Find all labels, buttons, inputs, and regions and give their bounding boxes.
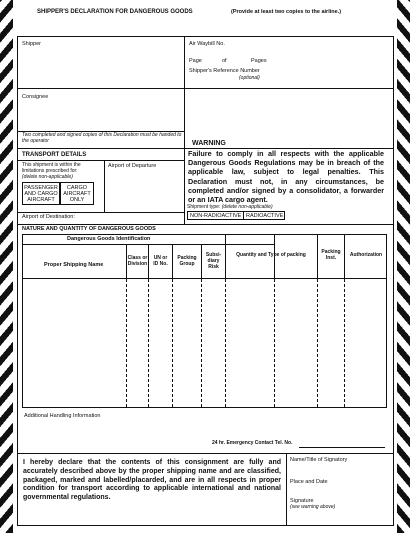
warning-divider bbox=[184, 148, 185, 224]
signature-label: Signature bbox=[290, 498, 314, 504]
goods-entries-area[interactable] bbox=[23, 280, 386, 407]
cargo-aircraft-only-box[interactable] bbox=[60, 182, 94, 205]
declaration-text: I hereby declare that the contents of this consignment are fully and accurately described above by the proper shipping name and are classified, packaged, marked and labelled/placarded, and are in all respects in proper condition for transport according to applicable international and national governmental regulations. bbox=[23, 459, 281, 501]
place-date-field[interactable] bbox=[289, 486, 391, 496]
passenger-cargo-aircraft-box[interactable] bbox=[22, 182, 60, 205]
col-authorization: Authorization bbox=[349, 252, 383, 258]
transport-title-line bbox=[17, 160, 184, 161]
declaration-top-line bbox=[17, 453, 394, 454]
optional-label: (optional) bbox=[239, 75, 260, 81]
see-warning-label: (see warning above) bbox=[290, 504, 336, 510]
airport-destination-field[interactable] bbox=[87, 213, 183, 222]
operator-note-line bbox=[22, 133, 182, 144]
col-packing-group-1: Packing bbox=[177, 255, 197, 261]
warning-text: Failure to comply in all respects with the applicable Dangerous Goods Regulations may be in breach of the applicable law, subject to legal penalties. This Declaration must not, in any circumstances, be completed and/or signed by a consolidator, a forwarder or an IATA cargo agent. bbox=[188, 149, 384, 205]
additional-handling-label: Additional Handling Information bbox=[24, 413, 101, 419]
col-subsidiary-2: diary bbox=[207, 258, 220, 264]
shipment-type-note: (delete non-applicable) bbox=[221, 204, 273, 210]
emergency-contact-label: 24 hr. Emergency Contact Tel. No. bbox=[212, 440, 293, 446]
radioactive-option[interactable] bbox=[243, 211, 285, 220]
col-packing-inst-2: Inst. bbox=[325, 255, 337, 261]
additional-handling-field[interactable] bbox=[23, 421, 386, 438]
cargo-line1: CARGO bbox=[66, 185, 88, 191]
col-packing-group-2: Group bbox=[179, 261, 195, 267]
shipper-label: Shipper bbox=[22, 41, 41, 47]
col-class-1: Class or bbox=[127, 255, 148, 261]
of-label: of bbox=[222, 58, 227, 64]
dangerous-goods-declaration-form bbox=[17, 6, 394, 528]
col-un-1: UN or bbox=[153, 255, 168, 261]
col-un-2: ID No. bbox=[153, 261, 168, 267]
airport-departure-label: Airport of Departure bbox=[108, 163, 157, 169]
declaration-divider bbox=[286, 453, 287, 526]
non-radioactive-option[interactable] bbox=[187, 211, 244, 220]
table-header-line bbox=[22, 278, 387, 279]
shipment-limit-line2: limitations prescribed for: bbox=[22, 168, 78, 174]
col-class-2: Division bbox=[127, 261, 148, 267]
cargo-line3: ONLY bbox=[69, 197, 85, 203]
transport-divider bbox=[104, 160, 105, 212]
consignee-field[interactable] bbox=[18, 102, 183, 130]
shipment-type-line bbox=[187, 205, 273, 211]
radioactive-label: RADIOACTIVE bbox=[246, 213, 284, 219]
col-subsidiary-3: Risk bbox=[208, 264, 219, 270]
signature-field[interactable] bbox=[289, 511, 391, 524]
emergency-contact-line bbox=[299, 447, 385, 448]
page-label: Page bbox=[189, 58, 202, 64]
passenger-line2: AND CARGO bbox=[24, 191, 58, 197]
shipper-consignee-divider bbox=[17, 88, 394, 89]
right-hazard-stripe bbox=[397, 0, 410, 533]
warning-title: WARNING bbox=[192, 140, 226, 147]
col-packing-inst-1: Packing bbox=[321, 249, 341, 255]
shipper-field[interactable] bbox=[18, 48, 183, 87]
delete-non-applicable-note: (delete non-applicable) bbox=[22, 174, 73, 180]
consignee-label: Consignee bbox=[22, 94, 49, 100]
name-title-field[interactable] bbox=[289, 464, 391, 476]
shipment-limit-line1: This shipment is within the bbox=[22, 162, 81, 168]
left-right-divider bbox=[184, 36, 185, 160]
left-hazard-stripe bbox=[0, 0, 13, 533]
cargo-line2: AIRCRAFT bbox=[63, 191, 91, 197]
col-subsidiary-1: Subsi- bbox=[205, 252, 222, 258]
form-title: SHIPPER'S DECLARATION FOR DANGEROUS GOODS bbox=[37, 9, 193, 15]
transport-details-title: TRANSPORT DETAILS bbox=[22, 152, 87, 158]
airport-destination-label: Airport of Destination: bbox=[22, 214, 75, 220]
col-proper-shipping-name: Proper Shipping Name bbox=[44, 262, 104, 268]
nature-top-line bbox=[17, 224, 394, 225]
place-date-label: Place and Date bbox=[290, 479, 328, 485]
col-quantity: Quantity and Type of packing bbox=[236, 252, 306, 258]
awb-label: Air Waybill No. bbox=[189, 41, 225, 47]
nature-title: NATURE AND QUANTITY OF DANGEROUS GOODS bbox=[22, 226, 156, 232]
shipper-reference-label: Shipper's Reference Number bbox=[189, 68, 260, 74]
passenger-line3: AIRCRAFT bbox=[27, 197, 55, 203]
identification-label: Dangerous Goods Identification bbox=[67, 236, 151, 242]
copies-note: (Provide at least two copies to the airline.) bbox=[231, 9, 342, 15]
passenger-line1: PASSENGER bbox=[24, 185, 58, 191]
non-radioactive-label: NON-RADIOACTIVE bbox=[190, 213, 242, 219]
airport-departure-field[interactable] bbox=[107, 171, 183, 211]
name-title-label: Name/Title of Signatory bbox=[290, 457, 348, 463]
operator-note: Two completed and signed copies of this Declaration must be handed to the operator bbox=[22, 132, 182, 144]
shipment-type-label: Shipment type: bbox=[187, 204, 221, 210]
pages-label: Pages bbox=[251, 58, 267, 64]
